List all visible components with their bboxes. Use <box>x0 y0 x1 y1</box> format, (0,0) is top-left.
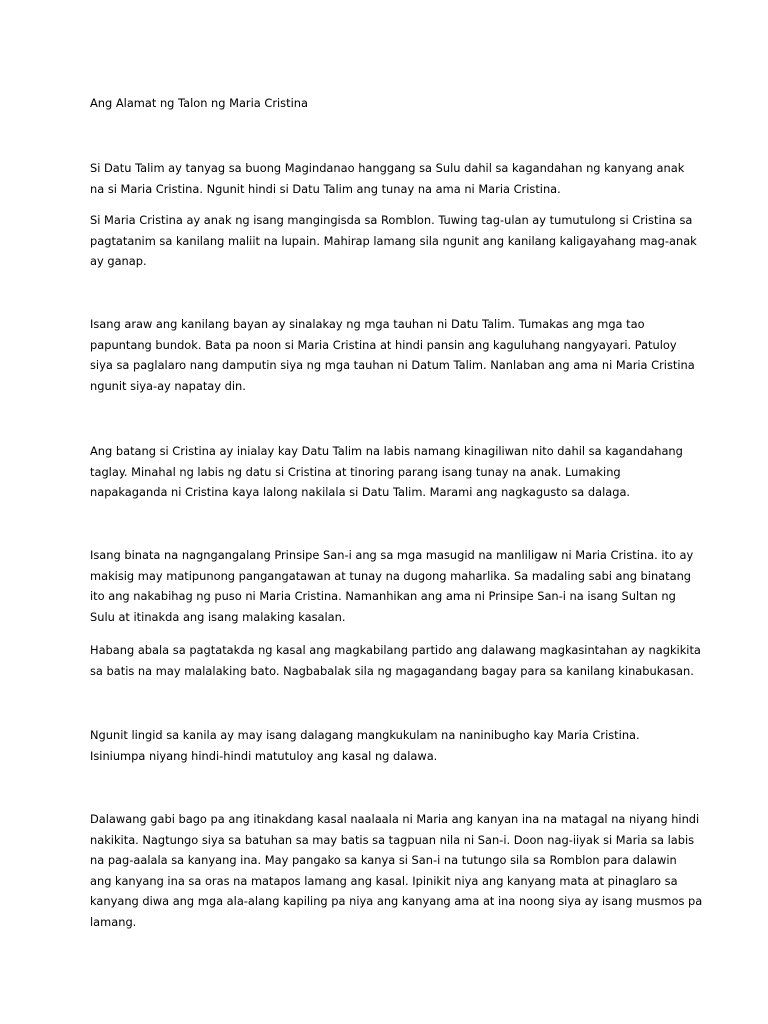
paragraph-line: pagtatanim sa kanilang maliit na lupain. Mahirap lamang sila ngunit ang kanilang kaligayahang mag-anak <box>90 233 697 248</box>
paragraph-line: siya sa paglalaro nang damputin siya ng mga tauhan ni Datum Talim. Nanlaban ang ama ni Maria Cristina <box>90 358 695 372</box>
paragraph-line: Isang binata na nagngangalang Prinsipe San-i ang sa mga masugid na manliligaw ni Maria Cristina. ito ay <box>90 548 694 562</box>
paragraph-line: Isang araw ang kanilang bayan ay sinalakay ng mga tauhan ni Datu Talim. Tumakas ang mga tao <box>90 317 645 331</box>
paragraph-line: Dalawang gabi bago pa ang itinakdang kasal naalaala ni Maria ang kanyan ina na matagal na niyang hindi <box>90 812 700 826</box>
paragraph-3 <box>90 314 695 396</box>
document-title: Ang Alamat ng Talon ng Maria Cristina <box>90 96 308 110</box>
paragraph-line: ay ganap. <box>90 254 147 268</box>
paragraph-line: ngunit siya-ay napatay din. <box>90 378 246 393</box>
paragraph-line: Ngunit lingid sa kanila ay may isang dalagang mangkukulam na naninibugho kay Maria Cristina. <box>90 728 640 742</box>
paragraph-line: Sulu at itinakda ang isang malaking kasalan. <box>90 609 346 624</box>
paragraph-1 <box>90 158 684 199</box>
paragraph-line: sa batis na may malalaking bato. Nagbabalak sila ng magagandang bagay para sa kanilang kinabukasan. <box>90 663 694 678</box>
paragraph-line: makisig may matipunong pangangatawan at tunay na dugong maharlika. Sa madaling sabi ang binatang <box>90 568 692 583</box>
paragraph-line: taglay. Minahal ng labis ng datu si Cristina at tinoring parang isang tunay na anak. Lumaking <box>90 464 621 479</box>
paragraph-6 <box>90 640 701 681</box>
paragraph-2 <box>90 210 697 272</box>
paragraph-line: nakikita. Nagtungo siya sa batuhan sa may batis sa tagpuan nila ni San-i. Doon nag-iiyak si Maria sa labis <box>90 832 695 847</box>
paragraph-line: na si Maria Cristina. Ngunit hindi si Datu Talim ang tunay na ama ni Maria Cristina. <box>90 181 561 196</box>
document-page <box>90 0 703 1024</box>
paragraph-line: ang kanyang ina sa oras na matapos lamang ang kasal. Ipinikit niya ang kanyang mata at pinaglaro sa <box>90 873 678 888</box>
paragraph-4 <box>90 441 683 503</box>
paragraph-7 <box>90 725 640 766</box>
paragraph-5 <box>90 545 693 627</box>
paragraph-line: ito ang nakabihag ng puso ni Maria Cristina. Namanhikan ang ama ni Prinsipe San-i na isang Sultan ng <box>90 589 676 603</box>
paragraph-line: Habang abala sa pagtatakda ng kasal ang magkabilang partido ang dalawang magkasintahan ay nagkikita <box>90 643 701 657</box>
paragraph-line: papuntang bundok. Bata pa noon si Maria Cristina at hindi pansin ang kaguluhang nangyayari. Patuloy <box>90 337 677 352</box>
paragraph-line: Si Maria Cristina ay anak ng isang mangingisda sa Romblon. Tuwing tag-ulan ay tumutulong si Cristina sa <box>90 213 693 227</box>
paragraph-line: na pag-aalala sa kanyang ina. May pangako sa kanya si San-i na tutungo sila sa Romblon para dalawin <box>90 853 677 867</box>
paragraph-line: Si Datu Talim ay tanyag sa buong Magindanao hanggang sa Sulu dahil sa kagandahan ng kanyang anak <box>90 161 685 175</box>
paragraph-line: lamang. <box>90 914 137 929</box>
paragraph-line: napakaganda ni Cristina kaya lalong nakilala si Datu Talim. Marami ang nagkagusto sa dalaga. <box>90 485 631 499</box>
paragraph-8 <box>90 809 702 932</box>
paragraph-line: Isiniumpa niyang hindi-hindi matutuloy ang kasal ng dalawa. <box>90 748 438 763</box>
paragraph-line: Ang batang si Cristina ay inialay kay Datu Talim na labis namang kinagiliwan nito dahil sa kagandahang <box>90 444 683 458</box>
paragraph-line: kanyang diwa ang mga ala-alang kapiling pa niya ang kanyang ama at ina noong siya ay isang musmos pa <box>90 894 703 908</box>
